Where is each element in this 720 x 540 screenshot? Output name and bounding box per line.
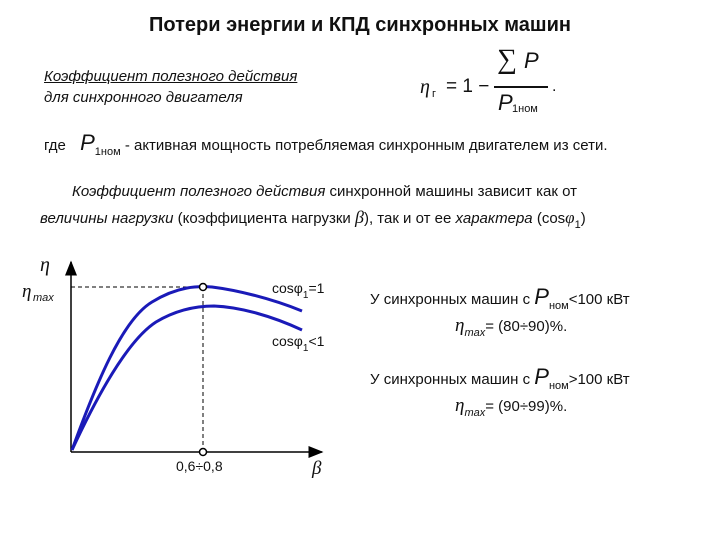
y-axis-label: η (40, 254, 50, 276)
formula-eq: = 1 − (446, 76, 490, 97)
formula-numerator: P (524, 48, 539, 73)
paragraph-close: ) (580, 210, 586, 227)
phi-symbol: φ (565, 208, 575, 227)
formula-dot: . (552, 78, 557, 95)
x-axis-label: β (312, 458, 322, 479)
phi-sub: 1 (574, 219, 581, 231)
fact-1-value: = (80÷90)%. (485, 318, 568, 335)
fact-1-var-sub: ном (548, 300, 569, 312)
ymax-label: η (22, 281, 32, 302)
curve1-label-sub: 1 (302, 290, 309, 301)
formula-denominator-sub: 1ном (512, 103, 538, 115)
curve-cos-phi-1 (72, 287, 302, 450)
where-var: P (80, 130, 95, 155)
curve1-label-text: cosφ (272, 280, 303, 296)
paragraph-italic-3: характера (455, 210, 533, 227)
definition-line-2: для синхронного двигателя (44, 89, 243, 106)
where-var-sub: 1ном (94, 146, 121, 158)
curve2-label-sub: 1 (302, 343, 309, 354)
fact-2-eta-sub: max (464, 407, 486, 419)
formula-sum: ∑ (497, 44, 517, 75)
fact-1-line-1 (370, 284, 630, 310)
x-tick-point (200, 449, 207, 456)
fact-2-post: >100 кВт (568, 371, 630, 388)
formula-eta-sub: г (432, 88, 437, 100)
definition-line-1: Коэффициент полезного действия (44, 68, 298, 85)
beta-symbol: β (354, 207, 364, 227)
curve2-label (272, 333, 325, 354)
paragraph-mid-2: ), так и от ее (363, 210, 456, 227)
paragraph-italic-1: Коэффициент полезного действия (72, 183, 326, 200)
paragraph-open: (cos (532, 210, 566, 227)
fact-2-var: P (534, 364, 549, 389)
ymax-sub: max (33, 292, 54, 304)
fact-2-eta: η (455, 395, 465, 416)
curve1-label (272, 280, 325, 301)
curve2-label-text: cosφ (272, 333, 303, 349)
curve-cos-phi-less-1 (72, 306, 302, 450)
where-prefix: где (44, 137, 66, 154)
fact-2-line-1 (370, 364, 630, 390)
fact-1-var: P (534, 284, 549, 309)
where-text: - активная мощность потребляемая синхронным двигателем из сети. (124, 137, 608, 154)
slide-title: Потери энергии и КПД синхронных машин (149, 14, 571, 36)
fact-1-line-2 (455, 315, 567, 337)
paragraph-rest-1: синхронной машины зависит как от (325, 183, 577, 200)
fact-2-value: = (90÷99)%. (485, 398, 568, 415)
fact-2-pre: У синхронных машин с (370, 371, 535, 388)
paragraph-italic-2: величины нагрузки (40, 210, 174, 227)
fact-1-eta-sub: max (464, 327, 486, 339)
x-tick-label: 0,6÷0,8 (176, 458, 223, 474)
fact-1-pre: У синхронных машин с (370, 291, 535, 308)
fact-1-eta: η (455, 315, 465, 336)
curve2-label-rel: <1 (308, 333, 325, 349)
maximum-point (200, 284, 207, 291)
formula-eta: η (420, 76, 430, 98)
fact-2-var-sub: ном (548, 380, 569, 392)
formula-denominator: P (498, 90, 513, 115)
paragraph-mid-1: (коэффициента нагрузки (173, 210, 355, 227)
curve1-label-rel: =1 (308, 280, 325, 296)
fact-1-post: <100 кВт (568, 291, 630, 308)
fact-2-line-2 (455, 395, 567, 417)
